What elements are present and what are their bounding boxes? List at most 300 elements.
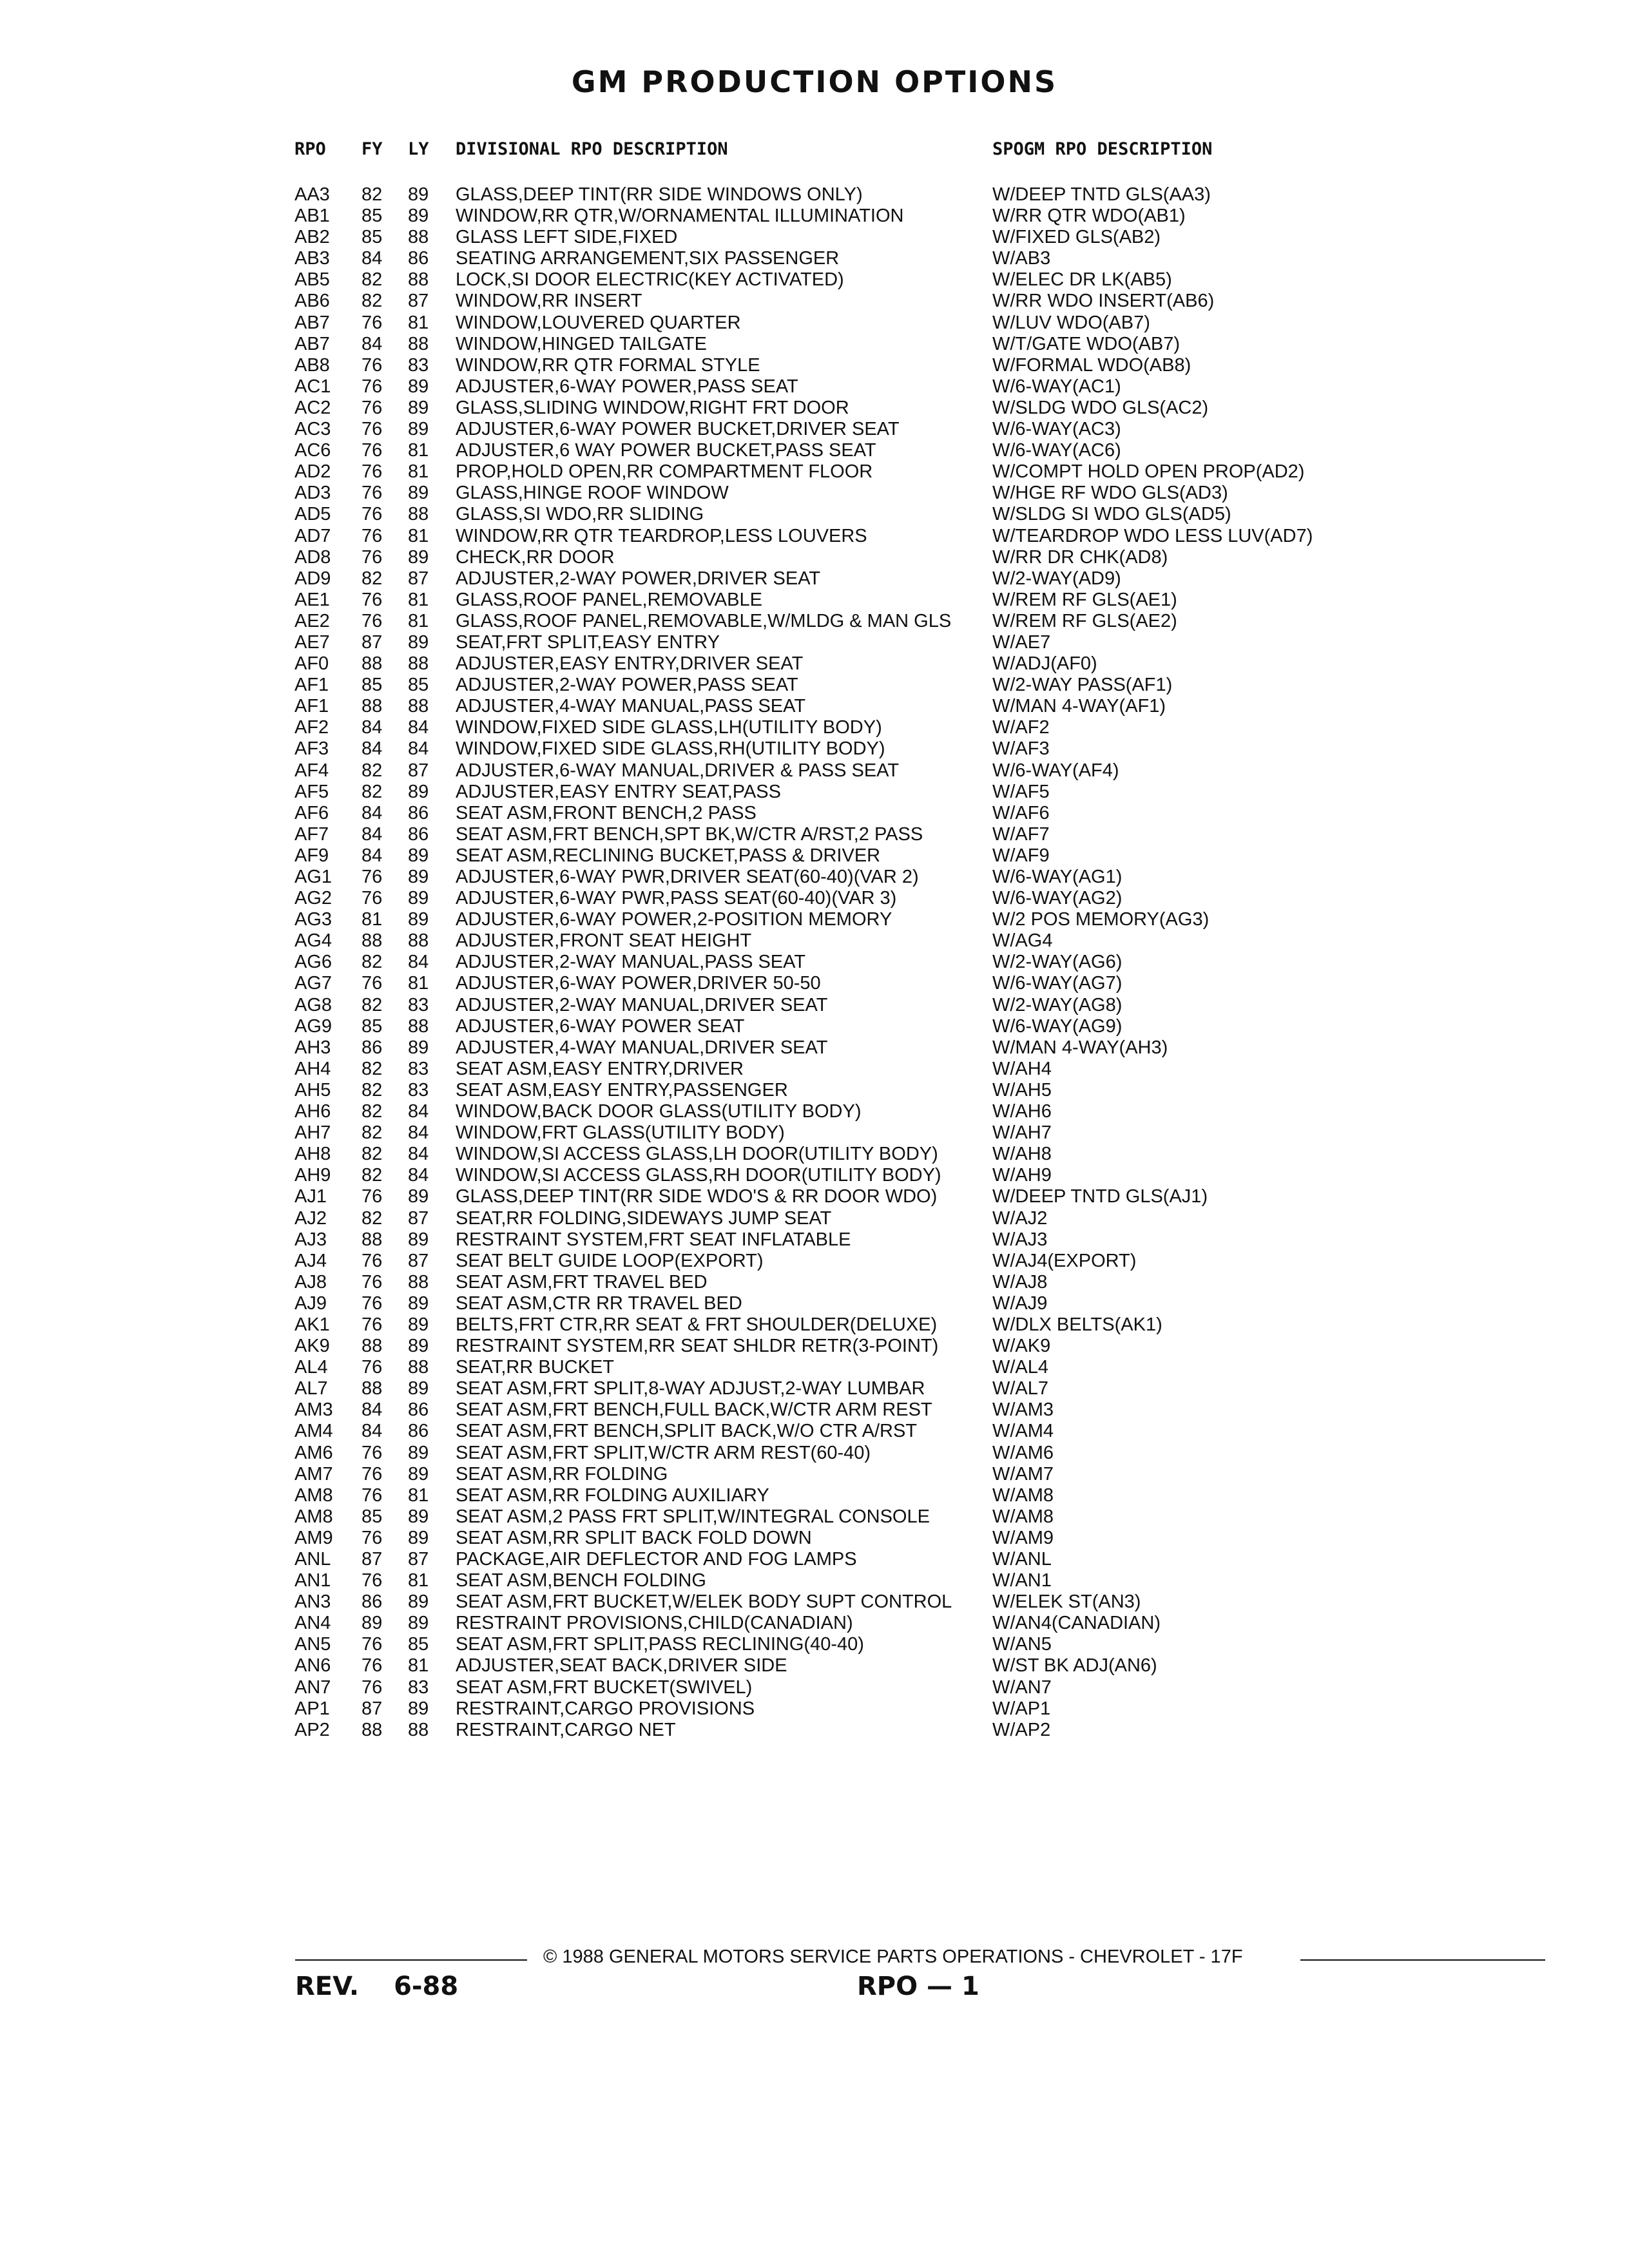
last-year: 84 [408, 1101, 429, 1122]
first-year: 76 [361, 1293, 383, 1314]
first-year: 82 [361, 568, 383, 589]
divisional-description: WINDOW,RR INSERT [456, 291, 642, 312]
last-year: 81 [408, 610, 429, 631]
last-year: 81 [408, 1655, 429, 1677]
rpo-code: AB2 [294, 227, 330, 248]
first-year: 82 [361, 1079, 383, 1100]
last-year: 89 [408, 781, 429, 802]
spogm-description: W/AM3 [992, 1399, 1054, 1421]
first-year: 76 [361, 1186, 383, 1207]
divisional-description: WINDOW,LOUVERED QUARTER [456, 312, 741, 333]
divisional-description: WINDOW,HINGED TAILGATE [456, 333, 707, 354]
column-header-row [0, 139, 1629, 165]
first-year: 82 [361, 760, 383, 781]
divisional-description: SEAT ASM,RECLINING BUCKET,PASS & DRIVER [456, 845, 881, 866]
spogm-description: W/6-WAY(AC1) [992, 376, 1121, 397]
divisional-description: SEATING ARRANGEMENT,SIX PASSENGER [456, 248, 840, 269]
table-row [0, 248, 1629, 269]
first-year: 84 [361, 1421, 383, 1442]
last-year: 88 [408, 333, 429, 354]
spogm-description: W/AN1 [992, 1570, 1052, 1591]
table-row [0, 611, 1629, 632]
last-year: 81 [408, 440, 429, 461]
rpo-code: AM3 [294, 1399, 333, 1421]
divisional-description: ADJUSTER,6-WAY POWER SEAT [456, 1015, 745, 1037]
spogm-description: W/AG4 [992, 930, 1053, 952]
options-table [0, 184, 1629, 1741]
divisional-description: ADJUSTER,2-WAY MANUAL,PASS SEAT [456, 952, 806, 973]
spogm-description: W/AJ4(EXPORT) [992, 1250, 1137, 1271]
spogm-description: W/TEARDROP WDO LESS LUV(AD7) [992, 525, 1313, 546]
spogm-description: W/AM8 [992, 1485, 1054, 1506]
last-year: 88 [408, 269, 429, 291]
last-year: 87 [408, 1549, 429, 1570]
last-year: 89 [408, 1314, 429, 1335]
spogm-description: W/AM4 [992, 1421, 1054, 1442]
last-year: 88 [408, 1357, 429, 1378]
divisional-description: BELTS,FRT CTR,RR SEAT & FRT SHOULDER(DELUXE) [456, 1314, 938, 1335]
divisional-description: ADJUSTER,2-WAY POWER,DRIVER SEAT [456, 568, 821, 589]
divisional-description: SEAT ASM,FRONT BENCH,2 PASS [456, 802, 757, 823]
last-year: 89 [408, 184, 429, 205]
rpo-code: AJ9 [294, 1293, 327, 1314]
spogm-description: W/ANL [992, 1549, 1052, 1570]
divisional-description: SEAT ASM,CTR RR TRAVEL BED [456, 1293, 742, 1314]
first-year: 85 [361, 206, 383, 227]
rpo-code: AM4 [294, 1421, 333, 1442]
divisional-description: SEAT ASM,FRT BENCH,SPT BK,W/CTR A/RST,2 PASS [456, 823, 923, 845]
divisional-description: SEAT ASM,RR FOLDING [456, 1463, 668, 1485]
table-row [0, 930, 1629, 952]
first-year: 88 [361, 653, 383, 675]
table-row [0, 1591, 1629, 1613]
last-year: 89 [408, 1698, 429, 1719]
spogm-description: W/AH9 [992, 1165, 1052, 1186]
divisional-description: ADJUSTER,6 WAY POWER BUCKET,PASS SEAT [456, 440, 876, 461]
spogm-description: W/AF6 [992, 802, 1050, 823]
rpo-code: AB1 [294, 206, 330, 227]
spogm-description: W/ST BK ADJ(AN6) [992, 1655, 1157, 1677]
last-year: 89 [408, 888, 429, 909]
divisional-description: WINDOW,FIXED SIDE GLASS,RH(UTILITY BODY) [456, 738, 885, 760]
table-row [0, 1293, 1629, 1314]
last-year: 89 [408, 1186, 429, 1207]
rpo-code: AH7 [294, 1122, 331, 1144]
last-year: 81 [408, 1485, 429, 1506]
table-row [0, 909, 1629, 930]
last-year: 88 [408, 1719, 429, 1740]
spogm-description: W/AF5 [992, 781, 1050, 802]
table-row [0, 717, 1629, 738]
rpo-code: AN3 [294, 1591, 331, 1613]
first-year: 82 [361, 1207, 383, 1229]
first-year: 82 [361, 1058, 383, 1079]
last-year: 89 [408, 1229, 429, 1250]
rpo-code: AC3 [294, 419, 331, 440]
divisional-description: ADJUSTER,4-WAY MANUAL,DRIVER SEAT [456, 1037, 828, 1058]
table-row [0, 803, 1629, 824]
rpo-code: AN1 [294, 1570, 331, 1591]
rpo-code: AB7 [294, 333, 330, 354]
rpo-code: AM7 [294, 1463, 333, 1485]
spogm-description: W/2-WAY(AG6) [992, 952, 1123, 973]
rpo-code: AH6 [294, 1101, 331, 1122]
spogm-description: W/FIXED GLS(AB2) [992, 227, 1161, 248]
spogm-description: W/AF3 [992, 738, 1050, 760]
rpo-code: AN5 [294, 1634, 331, 1655]
rpo-code: AM8 [294, 1506, 333, 1527]
rpo-code: AB5 [294, 269, 330, 291]
table-row [0, 1613, 1629, 1634]
last-year: 88 [408, 504, 429, 525]
table-row [0, 269, 1629, 291]
first-year: 84 [361, 248, 383, 269]
divisional-description: ADJUSTER,6-WAY PWR,DRIVER SEAT(60-40)(VAR 2) [456, 867, 919, 887]
rpo-code: AH5 [294, 1079, 331, 1100]
divisional-description: WINDOW,FRT GLASS(UTILITY BODY) [456, 1122, 785, 1144]
table-row [0, 1336, 1629, 1357]
table-row [0, 1229, 1629, 1251]
spogm-description: W/T/GATE WDO(AB7) [992, 333, 1181, 354]
table-row [0, 1421, 1629, 1442]
first-year: 87 [361, 1549, 383, 1570]
first-year: 76 [361, 973, 383, 994]
divisional-description: SEAT ASM,EASY ENTRY,PASSENGER [456, 1079, 788, 1100]
spogm-description: W/AL7 [992, 1378, 1049, 1399]
table-row [0, 206, 1629, 227]
table-row [0, 696, 1629, 717]
last-year: 88 [408, 227, 429, 248]
divisional-description: SEAT ASM,BENCH FOLDING [456, 1570, 706, 1591]
spogm-description: W/AE7 [992, 631, 1051, 653]
divisional-description: SEAT BELT GUIDE LOOP(EXPORT) [456, 1250, 764, 1271]
last-year: 81 [408, 461, 429, 483]
divisional-description: RESTRAINT,CARGO NET [456, 1719, 676, 1740]
rpo-code: AF3 [294, 738, 329, 760]
table-row [0, 653, 1629, 675]
first-year: 76 [361, 1314, 383, 1335]
rpo-code: AH8 [294, 1144, 331, 1165]
last-year: 86 [408, 1421, 429, 1442]
divisional-description: PACKAGE,AIR DEFLECTOR AND FOG LAMPS [456, 1549, 857, 1570]
first-year: 82 [361, 994, 383, 1015]
rpo-code: AF7 [294, 823, 329, 845]
first-year: 84 [361, 738, 383, 760]
table-row [0, 1464, 1629, 1485]
table-row [0, 334, 1629, 355]
spogm-description: W/2-WAY PASS(AF1) [992, 675, 1173, 696]
first-year: 76 [361, 546, 383, 568]
last-year: 86 [408, 802, 429, 823]
divisional-description: WINDOW,RR QTR TEARDROP,LESS LOUVERS [456, 525, 867, 546]
spogm-description: W/ADJ(AF0) [992, 653, 1097, 675]
table-row [0, 461, 1629, 483]
first-year: 76 [361, 1357, 383, 1378]
last-year: 89 [408, 631, 429, 653]
last-year: 87 [408, 1250, 429, 1271]
divisional-description: SEAT,RR BUCKET [456, 1357, 615, 1378]
footer-line [295, 1946, 1629, 1972]
divisional-description: GLASS,DEEP TINT(RR SIDE WDO'S & RR DOOR WDO) [456, 1186, 938, 1207]
divisional-description: CHECK,RR DOOR [456, 546, 615, 568]
page-number: RPO — 1 [857, 1972, 979, 2001]
divisional-description: PROP,HOLD OPEN,RR COMPARTMENT FLOOR [456, 461, 873, 483]
divisional-description: GLASS,SI WDO,RR SLIDING [456, 504, 704, 525]
last-year: 87 [408, 1207, 429, 1229]
first-year: 76 [361, 376, 383, 397]
divisional-description: SEAT ASM,FRT BENCH,SPLIT BACK,W/O CTR A/RST [456, 1421, 918, 1442]
divisional-description: GLASS LEFT SIDE,FIXED [456, 227, 678, 248]
first-year: 82 [361, 1122, 383, 1144]
divisional-description: SEAT ASM,FRT BUCKET,W/ELEK BODY SUPT CONTROL [456, 1591, 952, 1613]
spogm-description: W/AN4(CANADIAN) [992, 1613, 1161, 1634]
first-year: 76 [361, 1442, 383, 1463]
table-row [0, 782, 1629, 803]
last-year: 87 [408, 291, 429, 312]
first-year: 86 [361, 1037, 383, 1058]
table-row [0, 1528, 1629, 1549]
last-year: 83 [408, 1677, 429, 1698]
table-row [0, 1122, 1629, 1144]
table-row [0, 1251, 1629, 1272]
first-year: 88 [361, 1336, 383, 1357]
rpo-code: AF2 [294, 717, 329, 738]
first-year: 85 [361, 1506, 383, 1527]
table-row [0, 973, 1629, 994]
table-row [0, 1570, 1629, 1591]
divisional-description: WINDOW,BACK DOOR GLASS(UTILITY BODY) [456, 1101, 862, 1122]
table-row [0, 483, 1629, 504]
rpo-code: AF1 [294, 675, 329, 696]
rpo-code: AM9 [294, 1527, 333, 1548]
rpo-code: AK9 [294, 1336, 330, 1357]
table-row [0, 1080, 1629, 1101]
divisional-description: SEAT ASM,EASY ENTRY,DRIVER [456, 1058, 744, 1079]
spogm-description: W/RR WDO INSERT(AB6) [992, 291, 1215, 312]
first-year: 84 [361, 802, 383, 823]
first-year: 87 [361, 631, 383, 653]
rpo-code: AD5 [294, 504, 331, 525]
divisional-description: WINDOW,RR QTR,W/ORNAMENTAL ILLUMINATION [456, 206, 904, 227]
table-row [0, 1314, 1629, 1336]
spogm-description: W/AH4 [992, 1058, 1052, 1079]
rpo-code: AG8 [294, 994, 333, 1015]
table-row [0, 1016, 1629, 1037]
first-year: 76 [361, 888, 383, 909]
spogm-description: W/LUV WDO(AB7) [992, 312, 1150, 333]
divisional-description: ADJUSTER,2-WAY POWER,PASS SEAT [456, 675, 798, 696]
rpo-code: AH3 [294, 1037, 331, 1058]
footer-rule-left [295, 1959, 527, 1961]
table-row [0, 632, 1629, 653]
header-spogm-description: SPOGM RPO DESCRIPTION [992, 139, 1213, 159]
first-year: 88 [361, 1719, 383, 1740]
table-row [0, 504, 1629, 525]
table-row [0, 312, 1629, 334]
first-year: 76 [361, 1271, 383, 1293]
spogm-description: W/6-WAY(AG9) [992, 1015, 1123, 1037]
divisional-description: GLASS,DEEP TINT(RR SIDE WINDOWS ONLY) [456, 184, 863, 205]
spogm-description: W/AH5 [992, 1079, 1052, 1100]
divisional-description: ADJUSTER,6-WAY POWER,PASS SEAT [456, 376, 798, 397]
spogm-description: W/RR DR CHK(AD8) [992, 546, 1168, 568]
divisional-description: ADJUSTER,EASY ENTRY SEAT,PASS [456, 781, 781, 802]
last-year: 89 [408, 419, 429, 440]
last-year: 83 [408, 994, 429, 1015]
divisional-description: GLASS,ROOF PANEL,REMOVABLE,W/MLDG & MAN GLS [456, 610, 952, 631]
first-year: 76 [361, 397, 383, 418]
last-year: 85 [408, 675, 429, 696]
rpo-code: AG9 [294, 1015, 333, 1037]
first-year: 85 [361, 227, 383, 248]
divisional-description: ADJUSTER,SEAT BACK,DRIVER SIDE [456, 1655, 787, 1677]
rpo-code: AL4 [294, 1357, 328, 1378]
last-year: 89 [408, 1613, 429, 1634]
divisional-description: SEAT ASM,2 PASS FRT SPLIT,W/INTEGRAL CONSOLE [456, 1506, 930, 1527]
revision-date: 6-88 [394, 1972, 459, 2001]
divisional-description: RESTRAINT SYSTEM,FRT SEAT INFLATABLE [456, 1229, 851, 1250]
divisional-description: ADJUSTER,6-WAY PWR,PASS SEAT(60-40)(VAR 3) [456, 888, 897, 909]
divisional-description: WINDOW,FIXED SIDE GLASS,LH(UTILITY BODY) [456, 717, 882, 738]
first-year: 76 [361, 1527, 383, 1548]
last-year: 88 [408, 653, 429, 675]
divisional-description: RESTRAINT SYSTEM,RR SEAT SHLDR RETR(3-POINT) [456, 1336, 939, 1357]
table-row [0, 952, 1629, 973]
rpo-code: AE1 [294, 589, 330, 610]
table-row [0, 867, 1629, 888]
last-year: 84 [408, 1122, 429, 1144]
last-year: 89 [408, 1037, 429, 1058]
last-year: 88 [408, 1015, 429, 1037]
rpo-code: AD7 [294, 525, 331, 546]
first-year: 84 [361, 333, 383, 354]
divisional-description: ADJUSTER,6-WAY POWER,2-POSITION MEMORY [456, 909, 892, 930]
header-fy: FY [361, 139, 383, 159]
last-year: 89 [408, 867, 429, 887]
table-row [0, 419, 1629, 440]
first-year: 76 [361, 1250, 383, 1271]
table-row [0, 845, 1629, 867]
divisional-description: SEAT ASM,RR FOLDING AUXILIARY [456, 1485, 769, 1506]
spogm-description: W/REM RF GLS(AE1) [992, 589, 1177, 610]
table-row [0, 376, 1629, 398]
divisional-description: ADJUSTER,EASY ENTRY,DRIVER SEAT [456, 653, 804, 675]
divisional-description: RESTRAINT,CARGO PROVISIONS [456, 1698, 755, 1719]
spogm-description: W/AM8 [992, 1506, 1054, 1527]
spogm-description: W/2-WAY(AD9) [992, 568, 1121, 589]
rpo-code: AJ8 [294, 1271, 327, 1293]
spogm-description: W/AP2 [992, 1719, 1051, 1740]
first-year: 89 [361, 1613, 383, 1634]
footer-rule-right [1300, 1959, 1545, 1961]
last-year: 83 [408, 354, 429, 376]
table-row [0, 1698, 1629, 1720]
table-row [0, 355, 1629, 376]
table-row [0, 1378, 1629, 1399]
rpo-code: AJ1 [294, 1186, 327, 1207]
table-row [0, 440, 1629, 461]
rpo-code: AL7 [294, 1378, 328, 1399]
spogm-description: W/MAN 4-WAY(AH3) [992, 1037, 1168, 1058]
table-row [0, 1208, 1629, 1229]
spogm-description: W/6-WAY(AC6) [992, 440, 1121, 461]
rpo-code: AJ2 [294, 1207, 327, 1229]
table-row [0, 1165, 1629, 1186]
last-year: 81 [408, 973, 429, 994]
revision-prefix: REV. [295, 1972, 360, 2001]
table-row [0, 1677, 1629, 1698]
last-year: 89 [408, 909, 429, 930]
table-row [0, 1485, 1629, 1506]
divisional-description: SEAT ASM,RR SPLIT BACK FOLD DOWN [456, 1527, 812, 1548]
rpo-code: AH9 [294, 1165, 331, 1186]
header-rpo: RPO [294, 139, 326, 159]
rpo-code: AG1 [294, 867, 333, 887]
first-year: 82 [361, 952, 383, 973]
first-year: 76 [361, 504, 383, 525]
first-year: 82 [361, 781, 383, 802]
table-row [0, 760, 1629, 782]
table-row [0, 1720, 1629, 1741]
spogm-description: W/AJ8 [992, 1271, 1048, 1293]
spogm-description: W/AH7 [992, 1122, 1052, 1144]
rpo-code: AF0 [294, 653, 329, 675]
rpo-code: AN7 [294, 1677, 331, 1698]
rpo-code: AE2 [294, 610, 330, 631]
table-row [0, 568, 1629, 590]
rpo-code: AJ3 [294, 1229, 327, 1250]
rpo-code: AK1 [294, 1314, 330, 1335]
spogm-description: W/AM6 [992, 1442, 1054, 1463]
header-divisional-description: DIVISIONAL RPO DESCRIPTION [456, 139, 728, 159]
first-year: 76 [361, 461, 383, 483]
table-row [0, 675, 1629, 696]
table-row [0, 1549, 1629, 1570]
spogm-description: W/COMPT HOLD OPEN PROP(AD2) [992, 461, 1305, 483]
last-year: 88 [408, 696, 429, 717]
divisional-description: GLASS,SLIDING WINDOW,RIGHT FRT DOOR [456, 397, 849, 418]
last-year: 81 [408, 525, 429, 546]
first-year: 76 [361, 610, 383, 631]
spogm-description: W/2 POS MEMORY(AG3) [992, 909, 1210, 930]
last-year: 81 [408, 312, 429, 333]
spogm-description: W/AN7 [992, 1677, 1052, 1698]
first-year: 76 [361, 1634, 383, 1655]
last-year: 89 [408, 1293, 429, 1314]
first-year: 76 [361, 589, 383, 610]
first-year: 88 [361, 1378, 383, 1399]
last-year: 85 [408, 1634, 429, 1655]
divisional-description: ADJUSTER,4-WAY MANUAL,PASS SEAT [456, 696, 806, 717]
rpo-code: AF6 [294, 802, 329, 823]
spogm-description: W/REM RF GLS(AE2) [992, 610, 1177, 631]
table-row [0, 738, 1629, 760]
rpo-code: AH4 [294, 1058, 331, 1079]
last-year: 86 [408, 248, 429, 269]
divisional-description: WINDOW,SI ACCESS GLASS,RH DOOR(UTILITY BODY) [456, 1165, 941, 1186]
spogm-description: W/AJ3 [992, 1229, 1048, 1250]
spogm-description: W/AF9 [992, 845, 1050, 866]
last-year: 86 [408, 1399, 429, 1421]
table-row [0, 547, 1629, 568]
rpo-code: AN4 [294, 1613, 331, 1634]
table-row [0, 1634, 1629, 1655]
first-year: 82 [361, 291, 383, 312]
last-year: 83 [408, 1058, 429, 1079]
first-year: 76 [361, 1570, 383, 1591]
rpo-code: AF1 [294, 696, 329, 717]
first-year: 87 [361, 1698, 383, 1719]
